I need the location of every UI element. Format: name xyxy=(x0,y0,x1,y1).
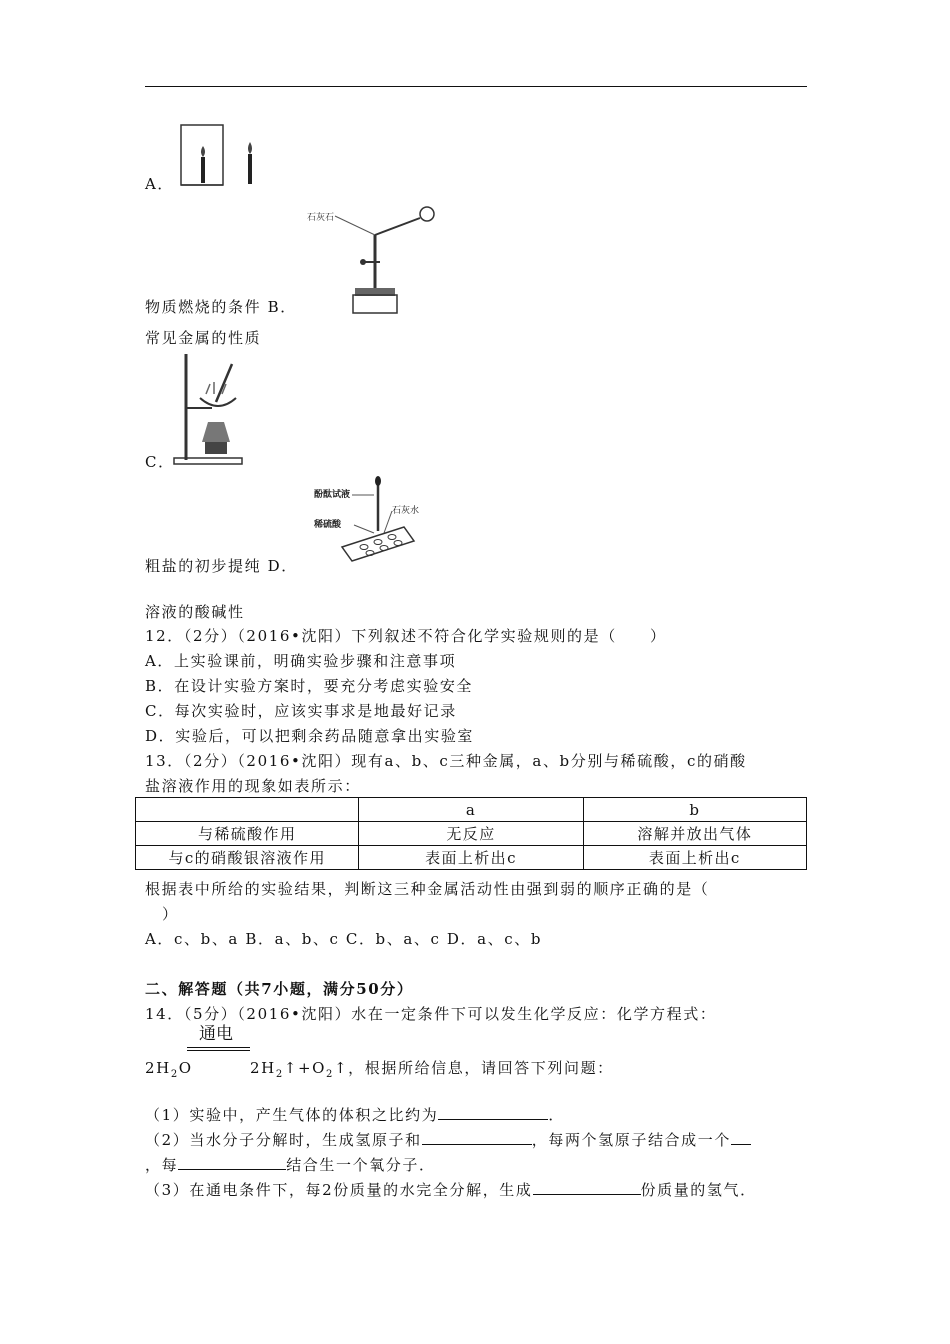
limestone-label: 石灰石 xyxy=(307,213,335,223)
option-d-after: 溶液的酸碱性 xyxy=(145,603,245,621)
header-rule xyxy=(145,86,807,87)
table-cell: 无反应 xyxy=(359,822,583,846)
q13-stem-line2: 盐溶液作用的现象如表所示： xyxy=(145,777,361,795)
q14-part3: （3）在通电条件下，每2份质量的水完全分解，生成 份质量的氢气． xyxy=(145,1181,757,1199)
candle-jar-figure xyxy=(176,122,266,190)
q14-part2-cont: ，每 结合生一个氧分子． xyxy=(145,1156,436,1174)
dilute-acid-label: 稀硫酸 xyxy=(314,520,342,530)
option-d-caption: 粗盐的初步提纯 D． xyxy=(145,557,298,575)
q14-eq-right: $2H_2↑+O_2↑$，根据所给信息，请回答下列问题： xyxy=(250,1059,614,1080)
table-row xyxy=(136,846,807,870)
table-cell: 与稀硫酸作用 xyxy=(136,822,359,846)
option-c-label: C． xyxy=(145,453,175,471)
answer-blank[interactable] xyxy=(178,1155,286,1170)
phenolphthalein-label: 酚酞试液 xyxy=(314,490,351,500)
q14-eq-left: $2H_2O$ xyxy=(145,1059,193,1080)
table-cell xyxy=(136,798,359,822)
answer-blank[interactable] xyxy=(533,1180,641,1195)
table-cell: a xyxy=(359,798,583,822)
q13-question-line1: 根据表中所给的实验结果，判断这三种金属活动性由强到弱的顺序正确的是（ xyxy=(145,880,710,898)
q13-options: A．c、b、a B．a、b、c C．b、a、c D．a、c、b xyxy=(145,930,543,948)
table-cell: 表面上析出c xyxy=(583,846,806,870)
q13-stem-line1: 13．（2分）（2016•沈阳）现有a、b、c三种金属，a、b分别与稀硫酸，c的硝酸 xyxy=(145,752,747,770)
q13-table xyxy=(135,797,807,870)
q12-option-d: D．实验后，可以把剩余药品随意拿出实验室 xyxy=(145,727,475,745)
eq-arrow-line-bottom xyxy=(187,1050,250,1051)
eq-arrow-line-top xyxy=(187,1047,250,1048)
table-header-row xyxy=(136,798,807,822)
metal-heating-figure xyxy=(305,200,445,315)
q12-option-b: B．在设计实验方案时，要充分考虑实验安全 xyxy=(145,677,474,695)
option-a-label: A． xyxy=(145,175,175,193)
answer-blank[interactable] xyxy=(438,1105,548,1120)
q14-part1: （1）实验中，产生气体的体积之比约为 ． xyxy=(145,1106,565,1124)
option-b-caption: 物质燃烧的条件 B． xyxy=(145,298,297,316)
evaporation-figure xyxy=(172,350,252,468)
answer-blank[interactable] xyxy=(422,1130,532,1145)
q12-stem: 12．（2分）（2016•沈阳）下列叙述不符合化学实验规则的是（ ） xyxy=(145,627,667,645)
table-cell: b xyxy=(583,798,806,822)
q14-condition: 通电 xyxy=(199,1024,233,1044)
q14-part2: （2）当水分子分解时，生成氢原子和 ，每两个氢原子结合成一个 xyxy=(145,1130,751,1150)
q14-stem: 14．（5分）（2016•沈阳）水在一定条件下可以发生化学反应：化学方程式： xyxy=(145,1005,717,1023)
option-c-caption: 常见金属的性质 xyxy=(145,329,262,347)
table-row xyxy=(136,822,807,846)
spot-plate-figure xyxy=(312,475,422,565)
answer-blank[interactable] xyxy=(731,1130,751,1145)
table-cell: 表面上析出c xyxy=(359,846,583,870)
table-cell: 与c的硝酸银溶液作用 xyxy=(136,846,359,870)
q12-option-c: C．每次实验时，应该实事求是地最好记录 xyxy=(145,702,457,720)
table-cell: 溶解并放出气体 xyxy=(583,822,806,846)
q13-question-line2: ） xyxy=(162,905,179,923)
limewater-label: 石灰水 xyxy=(392,506,420,516)
section2-title: 二、解答题（共7小题，满分50分） xyxy=(145,980,414,998)
q12-option-a: A．上实验课前，明确实验步骤和注意事项 xyxy=(145,652,457,670)
